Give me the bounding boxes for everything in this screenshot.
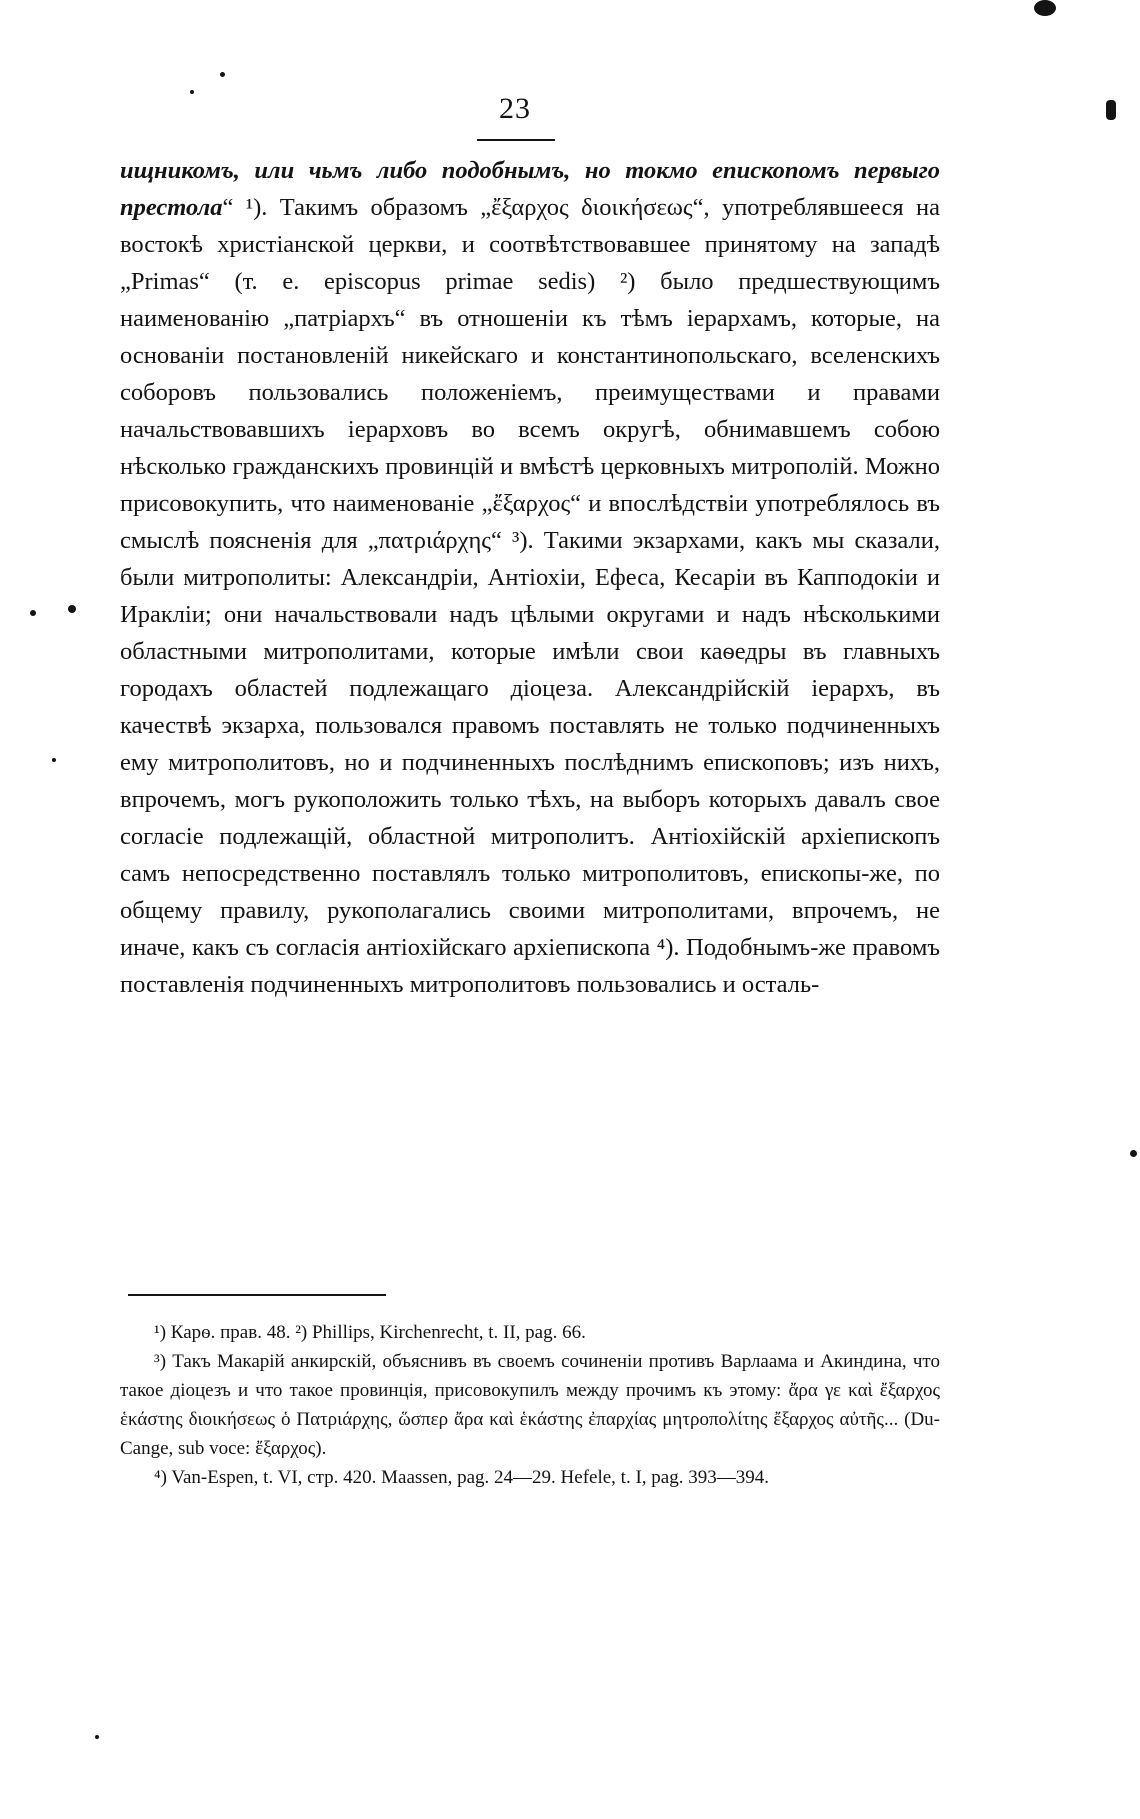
footnote-1-2: ¹) Карѳ. прав. 48. ²) Phillips, Kirchenrecht, t. II, pag. 66. xyxy=(154,1322,586,1343)
footnotes xyxy=(120,1318,940,1492)
scan-speck xyxy=(190,90,194,94)
main-paragraph-text: ¹). Такимъ образомъ „ἔξαρχος διοικήσεως“, употреблявшееся на востокѣ христіанской церкви, и соотвѣтствовавшее принятому на западѣ „Primas“ (т. е. episcopus primae sedis) ²) было предшествующимъ наименованію „патріархъ“ въ отношеніи къ тѣмъ іерархамъ, которые, на основаніи постановленій никейскаго и константинопольскаго, вселенскихъ соборовъ пользовались положеніемъ, преимуществами и правами начальствовавшихъ іерарховъ во всемъ округѣ, обнимавшемъ собою нѣсколько гражданскихъ провинцій и вмѣстѣ церковныхъ митрополій. Можно присовокупить, что наименованіе „ἔξαρχος“ и впослѣдствіи употреблялось въ смыслѣ поясненія для „πατριάρχης“ ³). Такими экзархами, какъ мы сказали, были митрополиты: Александріи, Антіохіи, Ефеса, Кесаріи въ Капподокіи и Иракліи; они начальствовали надъ цѣлыми округами и надъ нѣсколькими областными митрополитами, которые имѣли свои каѳедры въ главныхъ городахъ областей подлежащаго діоцеза. Александрійскій іерархъ, въ качествѣ экзарха, пользовался правомъ поставлять не только подчиненныхъ ему митрополитовъ, но и подчиненныхъ послѣднимъ епископовъ; изъ нихъ, впрочемъ, могъ рукоположить только тѣхъ, на выборъ которыхъ давалъ свое согласіе подлежащій, областной митрополитъ. Антіохійскій архіепископъ самъ непосредственно поставлялъ только митрополитовъ, епископы-же, по общему правилу, рукополагались своими митрополитами, впрочемъ, не иначе, какъ съ согласія антіохійскаго архіепископа ⁴). Подобнымъ-же правомъ поставленія подчиненныхъ митрополитовъ пользовались и осталь- xyxy=(120,194,940,998)
scan-speck xyxy=(95,1735,99,1739)
footnote-4: ⁴) Van-Espen, t. VI, стр. 420. Maassen, pag. 24—29. Hefele, t. I, pag. 393—394. xyxy=(154,1467,769,1488)
opening-italic-text: ищникомъ, или чьмъ либо подобнымъ, но токмо епископомъ первыго престола xyxy=(120,157,940,221)
scan-speck xyxy=(30,610,36,616)
page-number-rule xyxy=(477,139,555,141)
scan-speck xyxy=(68,605,76,613)
footnote-3: ³) Такъ Макарій анкирскій, объяснивъ въ своемъ сочиненіи противъ Варлаама и Акиндина, что такое діоцезъ и что такое провинція, присовокупилъ между прочимъ къ этому: ἄρα γε καὶ ἔξαρχος ἑκάστης διοικήσεως ὁ Πατριάρχης, ὥσπερ ἄρα καὶ ἑκάστης ἐπαρχίας μητροπολίτης ἔξαρχος αὐτῆς... (Du-Cange, sub voce: ἔξαρχος). xyxy=(120,1351,940,1459)
scan-speck xyxy=(52,758,56,762)
body-paragraph: ищникомъ, или чьмъ либо подобнымъ, но токмо епископомъ первыго престола“ ¹). Такимъ образомъ „ἔξαρχος διοικήσεως“, употреблявшееся на востокѣ христіанской церкви, и соотвѣтствовавшее принятому на западѣ „Primas“ (т. е. episcopus primae sedis) ²) было предшествующимъ наименованію „патріархъ“ въ отношеніи къ тѣмъ іерархамъ, которые, на основаніи постановленій никейскаго и константинопольскаго, вселенскихъ соборовъ пользовались положеніемъ, преимуществами и правами начальствовавшихъ іерарховъ во всемъ округѣ, обнимавшемъ собою нѣсколько гражданскихъ провинцій и вмѣстѣ церковныхъ митрополій. Можно присовокупить, что наименованіе „ἔξαρχος“ и впослѣдствіи употреблялось въ смыслѣ поясненія для „πατριάρχης“ ³). Такими экзархами, какъ мы сказали, были митрополиты: Александріи, Антіохіи, Ефеса, Кесаріи въ Капподокіи и Иракліи; они начальствовали надъ цѣлыми округами и надъ нѣсколькими областными митрополитами, которые имѣли свои каѳедры въ главныхъ городахъ областей подлежащаго діоцеза. Александрійскій іерархъ, въ качествѣ экзарха, пользовался правомъ поставлять не только подчиненныхъ ему митрополитовъ, но и подчиненныхъ послѣднимъ епископовъ; изъ нихъ, впрочемъ, могъ рукоположить только тѣхъ, на выборъ которыхъ давалъ свое согласіе подлежащій, областной митрополитъ. Антіохійскій архіепископъ самъ непосредственно поставлялъ только митрополитовъ, епископы-же, по общему правилу, рукополагались своими митрополитами, впрочемъ, не иначе, какъ съ согласія антіохійскаго архіепископа ⁴). Подобнымъ-же правомъ поставленія подчиненныхъ митрополитовъ пользовались и осталь- xyxy=(120,157,940,998)
scan-speck xyxy=(1034,0,1056,16)
footnote-divider xyxy=(128,1294,386,1296)
page-number: 23 xyxy=(499,92,531,125)
scan-speck xyxy=(1130,1150,1137,1157)
scan-speck xyxy=(1106,100,1116,120)
scan-speck xyxy=(220,72,225,77)
